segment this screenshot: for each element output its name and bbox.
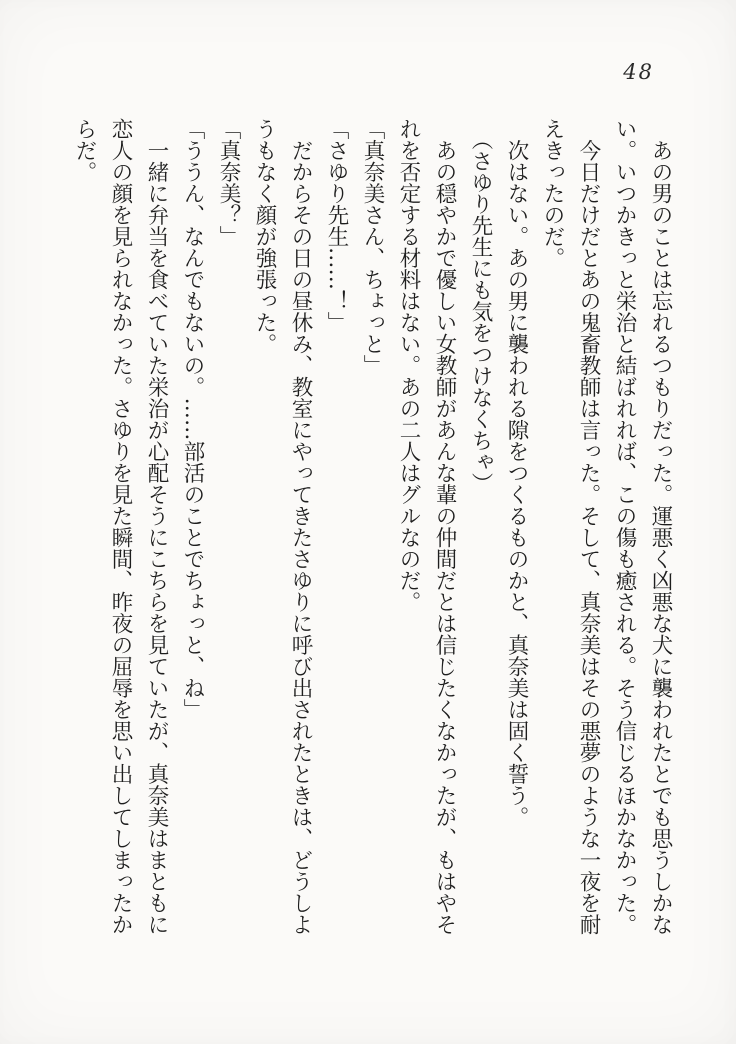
- text-line: れを否定する材料はない。あの二人はグルなのだ。: [396, 118, 421, 613]
- text-line: うもなく顔が強張った。: [252, 118, 277, 355]
- text-line: だからその日の昼休み、教室にやってきたさゆりに呼び出されたときは、どうしよ: [288, 118, 313, 935]
- text-line: えきったのだ。: [540, 118, 565, 269]
- text-line: あの穏やかで優しい女教師があんな輩の仲間だとは信じたくなかったが、もはやそ: [432, 118, 457, 935]
- text-line: 「真奈美さん、ちょっと」: [360, 118, 385, 376]
- text-line: らだ。: [72, 118, 97, 183]
- text-line: （さゆり先生にも気をつけなくちゃ）: [468, 118, 493, 495]
- text-line: い。いつかきっと栄治と結ばれれば、この傷も癒される。そう信じるほかなかった。: [612, 118, 637, 935]
- text-line: 「真奈美？」: [216, 118, 241, 247]
- page-number: 48: [623, 60, 654, 84]
- text-line: 「ううん、なんでもないの。……部活のことでちょっと、ね」: [180, 118, 205, 720]
- text-line: 一緒に弁当を食べていた栄治が心配そうにこちらを見ていたが、真奈美はまともに: [144, 118, 169, 935]
- text-line: 「さゆり先生……！」: [324, 118, 349, 333]
- text-line: 今日だけだとあの鬼畜教師は言った。そして、真奈美はその悪夢のような一夜を耐: [576, 118, 601, 935]
- text-line: 次はない。あの男に襲われる隙をつくるものかと、真奈美は固く誓う。: [504, 118, 529, 828]
- body-text: [66, 118, 678, 942]
- text-line: 恋人の顔を見られなかった。さゆりを見た瞬間、昨夜の屈辱を思い出してしまったか: [108, 118, 133, 935]
- text-line: あの男のことは忘れるつもりだった。運悪く凶悪な犬に襲われたとでも思うしかな: [648, 118, 673, 935]
